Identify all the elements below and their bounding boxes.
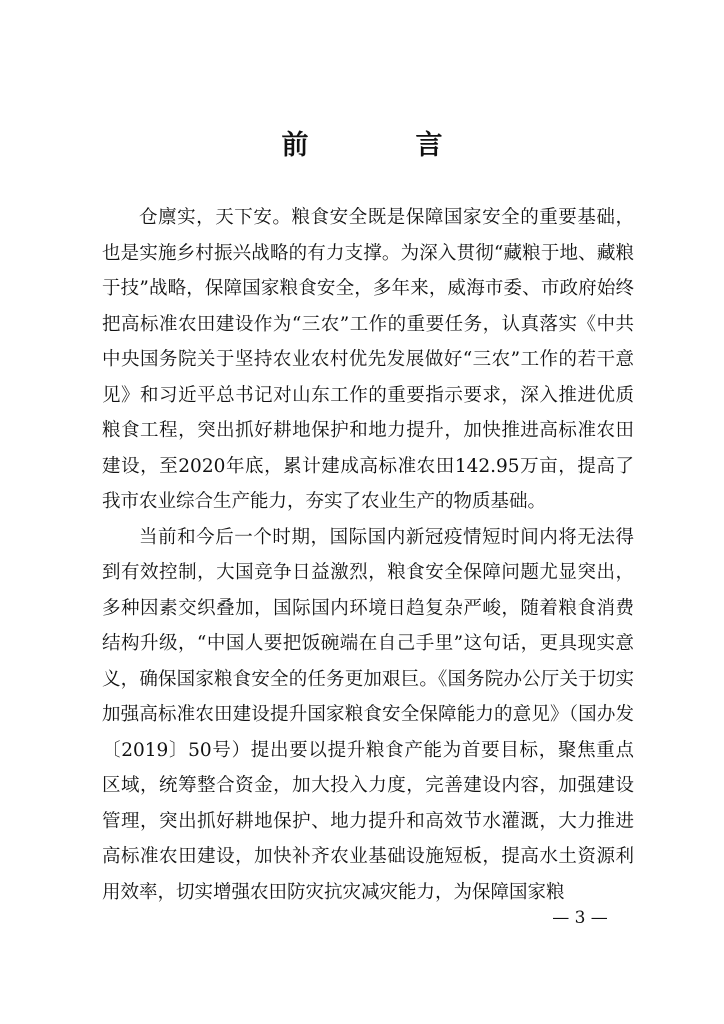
body-text: [102, 200, 634, 910]
paragraph-2: 当前和今后一个时期，国际国内新冠疫情短时间内将无法得到有效控制，大国竞争日益激烈，粮食安全保障问题尤显突出，多种因素交织叠加，国际国内环境日趋复杂严峻，随着粮食消费结构升级，“中国人要把饭碗端在自己手里”这句话，更具现实意义，确保国家粮食安全的任务更加艰巨。《国务院办公厅关于切实加强高标准农田建设提升国家粮食安全保障能力的意见》（国办发〔2019〕50号）提出要以提升粮食产能为首要目标，聚焦重点区域，统筹整合资金，加大投入力度，完善建设内容，加强建设管理，突出抓好耕地保护、地力提升和高效节水灌溉，大力推进高标准农田建设，加快补齐农业基础设施短板，提高水土资源利用效率，切实增强农田防灾抗灾减灾能力，为保障国家粮: [102, 526, 634, 903]
page-title: 前 言: [281, 130, 483, 161]
page-number: — 3 —: [552, 908, 608, 928]
paragraph-1: 仓廪实，天下安。粮食安全既是保障国家安全的重要基础，也是实施乡村振兴战略的有力支撑。为深入贯彻“藏粮于地、藏粮于技”战略，保障国家粮食安全，多年来，威海市委、市政府始终把高标准农田建设作为“三农”工作的重要任务，认真落实《中共中央国务院关于坚持农业农村优先发展做好“三农”工作的若干意见》和习近平总书记对山东工作的重要指示要求，深入推进优质粮食工程，突出抓好耕地保护和地力提升，加快推进高标准农田建设，至2020年底，累计建成高标准农田142.95万亩，提高了我市农业综合生产能力，夯实了农业生产的物质基础。: [102, 207, 634, 512]
